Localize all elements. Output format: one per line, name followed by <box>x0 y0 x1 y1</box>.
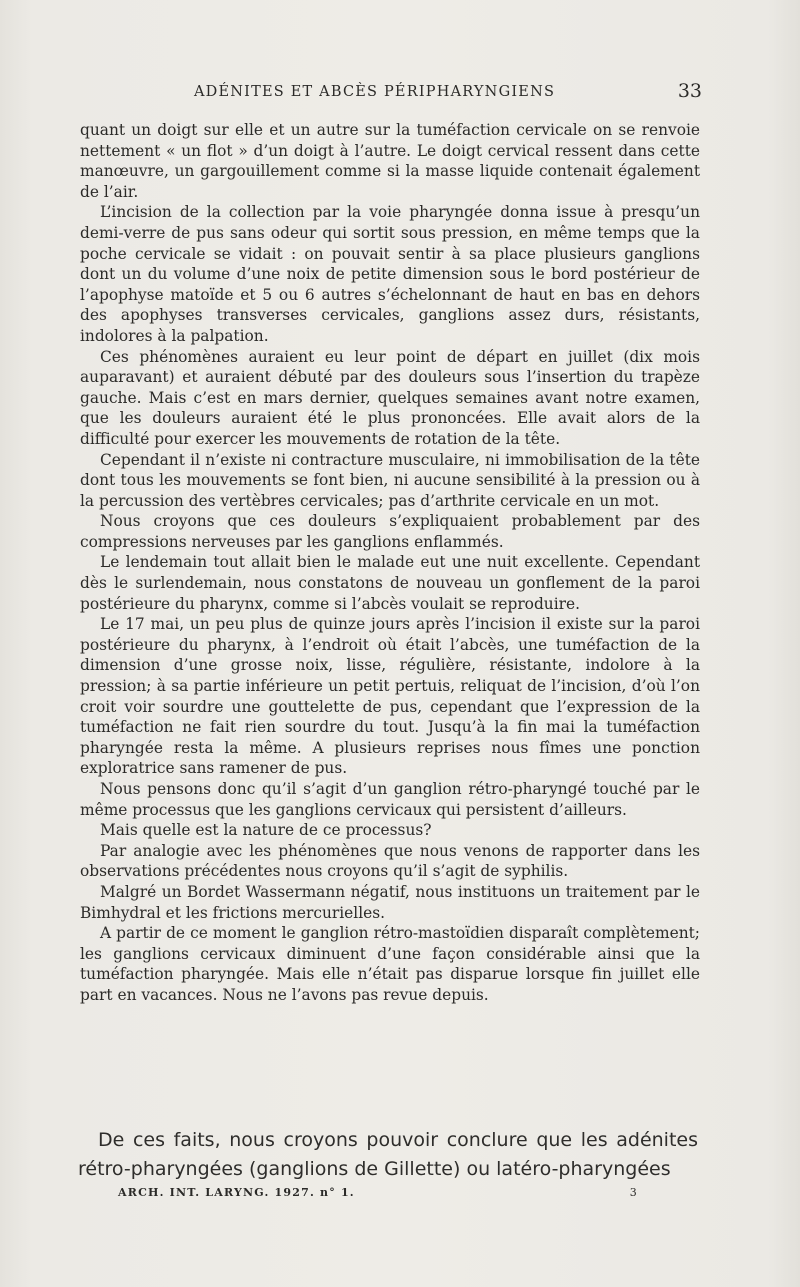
paragraph: A partir de ce moment le ganglion rétro-mastoïdien disparaît complètement; les ganglions cervicaux diminuent d’une façon considérable ainsi que la tuméfaction pharyngée. Mais elle n’était pas disparue lorsque fin juillet elle part en vacances. Nous ne l’avons pas revue depuis. <box>80 924 700 1004</box>
conclusion-paragraph: De ces faits, nous croyons pouvoir conclure que les adénites rétro-pharyngées (ganglions de Gillette) ou latéro-pharyngées <box>78 1129 698 1180</box>
conclusion-text <box>78 1126 698 1184</box>
paragraph: Malgré un Bordet Wassermann négatif, nous instituons un traitement par le Bimhydral et les frictions mercurielles. <box>80 882 700 922</box>
paragraph: Le 17 mai, un peu plus de quinze jours après l’incision il existe sur la paroi postérieure du pharynx, à l’endroit où était l’abcès, une tuméfaction de la dimension d’une grosse noix, lisse, régulière, résistante, indolore à la pression; à sa partie inférieure un petit pertuis, reliquat de l’incision, d’où l’on croit voir sourdre une gouttelette de pus, cependant que l’expression de la tuméfaction ne fait rien sourdre du tout. Jusqu’à la fin mai la tuméfaction pharyngée resta la même. A plusieurs reprises nous fîmes une ponction exploratrice sans ramener de pus. <box>80 615 700 778</box>
paragraph: L’incision de la collection par la voie pharyngée donna issue à presqu’un demi-verre de pus sans odeur qui sortit sous pression, en même temps que la poche cervicale se vidait : on pouvait sentir à sa place plusieurs ganglions dont un du volume d’une noix de petite dimension sous le bord postérieur de l’apophyse matoïde et 5 ou 6 autres s’échelonnant de haut en bas en dehors des apophyses transverses cervicales, ganglions assez durs, résistants, indolores à la palpation. <box>80 203 700 345</box>
running-header <box>80 80 702 106</box>
signature-mark: 3 <box>629 1186 638 1199</box>
page-footer <box>118 1186 638 1206</box>
page-number: 33 <box>677 80 702 102</box>
paragraph: quant un doigt sur elle et un autre sur la tuméfaction cervicale on se renvoie nettement « un flot » d’un doigt à l’autre. Le doigt cervical ressent dans cette manœuvre, un gargouillement comme si la masse liquide contenait également de l’air. <box>80 121 700 201</box>
paragraph: Par analogie avec les phénomènes que nous venons de rapporter dans les observations précédentes nous croyons qu’il s’agit de syphilis. <box>80 841 700 881</box>
body-text <box>80 120 700 1006</box>
running-title: ADÉNITES ET ABCÈS PÉRIPHARYNGIENS <box>194 84 556 100</box>
paragraph: Le lendemain tout allait bien le malade eut une nuit excellente. Cependant dès le surlendemain, nous constatons de nouveau un gonflement de la paroi postérieure du pharynx, comme si l’abcès voulait se reproduire. <box>80 553 700 613</box>
paragraph: Cependant il n’existe ni contracture musculaire, ni immobilisation de la tête dont tous les mouvements se font bien, ni aucune sensibilité à la pression ou à la percussion des vertèbres cervicales; pas d’arthrite cervicale en un mot. <box>80 450 700 510</box>
paragraph: Ces phénomènes auraient eu leur point de départ en juillet (dix mois auparavant) et auraient débuté par des douleurs sous l’insertion du trapèze gauche. Mais c’est en mars dernier, quelques semaines avant notre examen, que les douleurs auraient été le plus prononcées. Elle avait alors de la difficulté pour exercer les mouvements de rotation de la tête. <box>80 347 700 448</box>
paragraph: Nous croyons que ces douleurs s’expliquaient probablement par des compressions nerveuses par les ganglions enflammés. <box>80 512 700 551</box>
journal-reference: ARCH. INT. LARYNG. 1927. n° 1. <box>118 1186 355 1199</box>
paragraph: Nous pensons donc qu’il s’agit d’un ganglion rétro-pharyngé touché par le même processus que les ganglions cervicaux qui persistent d’ailleurs. <box>80 780 700 819</box>
paragraph: Mais quelle est la nature de ce processus? <box>100 821 432 840</box>
